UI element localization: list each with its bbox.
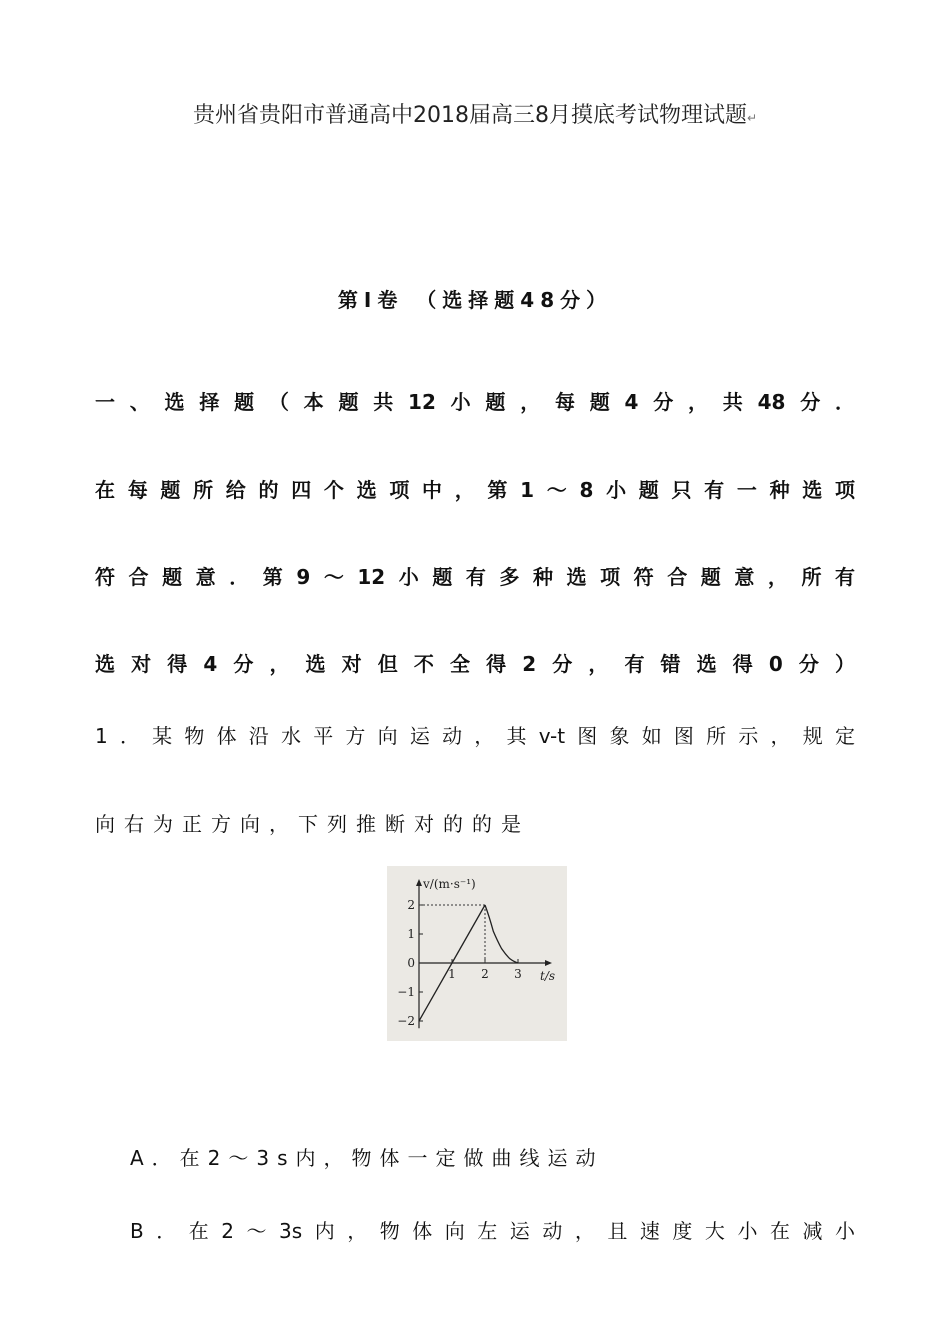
instruction-line-3: 符合题意．第9～12小题有多种选项符合题意，所有 [95, 565, 855, 589]
document-title [0, 98, 950, 129]
vt-graph-figure [387, 866, 567, 1041]
option-b: B．在2～3s内，物体向左运动，且速度大小在减小 [130, 1219, 855, 1243]
section-heading: 第Ⅰ卷 （选择题48分） [337, 288, 613, 312]
x-axis-label: t/s [540, 969, 556, 983]
series-line-2 [485, 905, 518, 963]
y-axis-label: v/(m·s⁻¹) [423, 877, 476, 891]
y-tick-label: −2 [397, 1014, 415, 1028]
option-a: A．在2～3s内，物体一定做曲线运动 [130, 1146, 604, 1170]
question-1-line-2: 向右为正方向，下列推断对的的是 [95, 812, 530, 836]
x-tick-label: 1 [448, 967, 456, 981]
y-tick-label: −1 [397, 985, 415, 999]
vt-graph [387, 866, 567, 1041]
y-tick-label: 2 [407, 898, 415, 912]
instruction-line-4: 选对得4分，选对但不全得2分，有错选得0分） [95, 652, 855, 676]
y-tick-label: 1 [407, 927, 415, 941]
y-tick-label: 0 [407, 956, 415, 970]
y-axis-arrow [416, 879, 422, 886]
x-tick-label: 2 [481, 967, 489, 981]
instruction-line-2: 在每题所给的四个选项中，第1～8小题只有一种选项 [95, 478, 855, 502]
paragraph-mark: ↵ [746, 111, 758, 125]
instruction-line-1: 一、选择题（本题共12小题，每题4分，共48分． [95, 390, 855, 414]
question-1-line-1: 1．某物体沿水平方向运动，其v-t图象如图所示，规定 [95, 724, 855, 748]
plot-area [397, 877, 555, 1028]
title-text: 贵州省贵阳市普通高中2018届高三8月摸底考试物理试题 [192, 103, 747, 128]
x-axis-arrow [545, 960, 552, 966]
x-tick-label: 3 [514, 967, 522, 981]
